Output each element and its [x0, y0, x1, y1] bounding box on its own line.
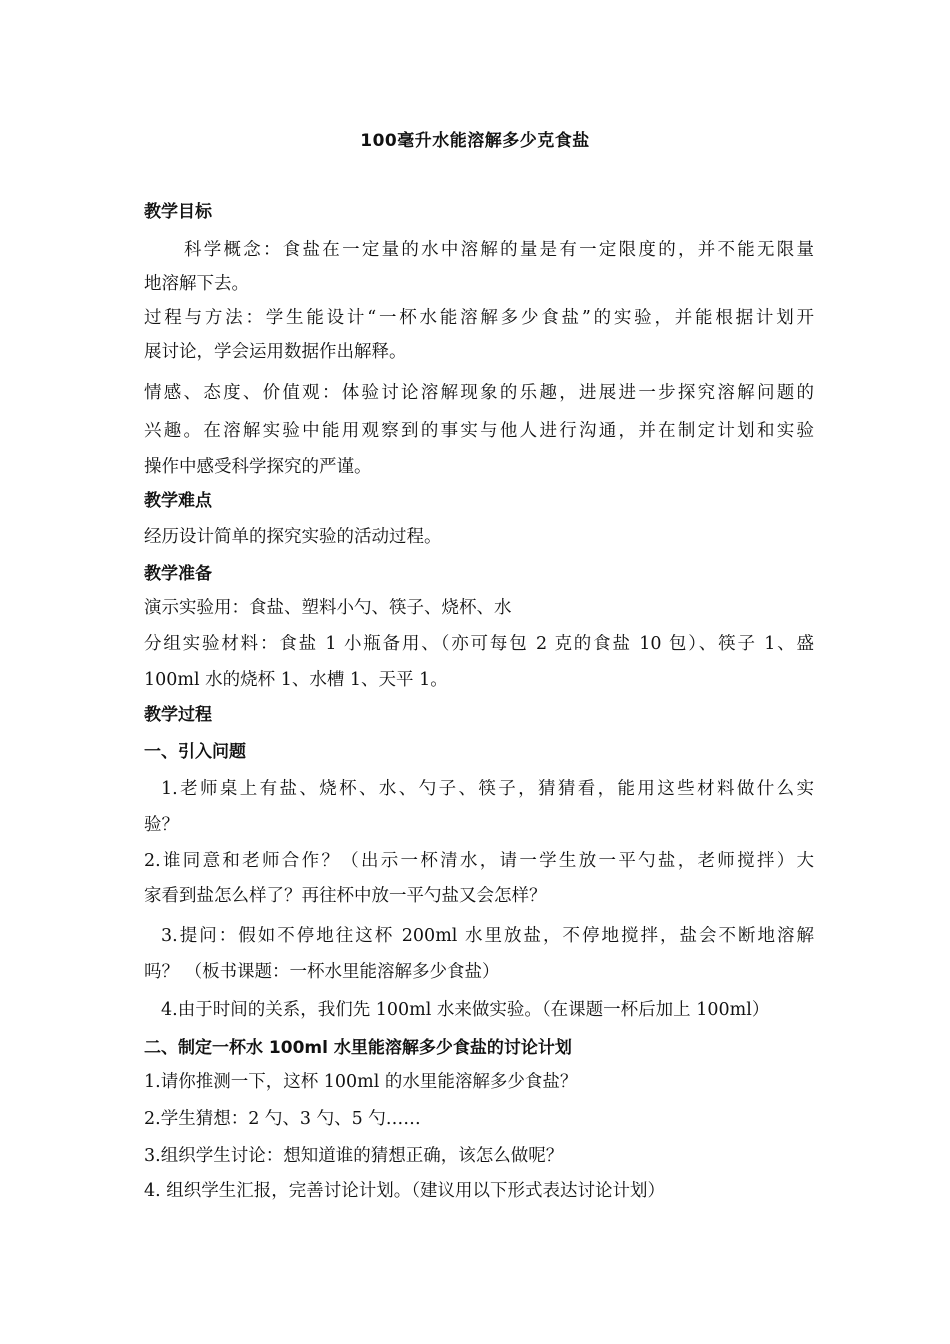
paragraph-line: 分组实验材料：食盐 1 小瓶备用、（亦可每包 2 克的食盐 10 包）、筷子 1、盛 [144, 634, 814, 654]
heading-preparation: 教学准备 [144, 564, 212, 584]
heading-objectives: 教学目标 [144, 202, 212, 222]
paragraph-line: 过程与方法：学生能设计“一杯水能溶解多少食盐”的实验，并能根据计划开 [144, 308, 814, 328]
paragraph-line: 展讨论，学会运用数据作出解释。 [144, 342, 407, 362]
paragraph-line: 操作中感受科学探究的严谨。 [144, 457, 372, 477]
paragraph-line: 吗？ （板书课题：一杯水里能溶解多少食盐） [144, 962, 500, 982]
paragraph-line: 3.提问：假如不停地往这杯 200ml 水里放盐，不停地搅拌，盐会不断地溶解 [161, 926, 814, 946]
paragraph-line: 地溶解下去。 [144, 274, 249, 294]
paragraph-line: 验？ [144, 815, 179, 835]
paragraph-line: 科学概念：食盐在一定量的水中溶解的量是有一定限度的，并不能无限量 [184, 240, 814, 260]
document-title: 100毫升水能溶解多少克食盐 [360, 131, 590, 151]
heading-process: 教学过程 [144, 705, 212, 725]
paragraph-line: 3.组织学生讨论：想知道谁的猜想正确，该怎么做呢？ [144, 1146, 564, 1166]
paragraph-line: 经历设计简单的探究实验的活动过程。 [144, 527, 442, 547]
paragraph-line: 4.由于时间的关系，我们先 100ml 水来做实验。（在课题一杯后加上 100ml） [161, 1000, 770, 1020]
paragraph-line: 情感、态度、价值观：体验讨论溶解现象的乐趣，进展进一步探究溶解问题的 [144, 383, 814, 403]
heading-difficulty: 教学难点 [144, 491, 212, 511]
paragraph-line: 100ml 水的烧杯 1、水槽 1、天平 1。 [144, 670, 448, 690]
paragraph-line: 1.老师桌上有盐、烧杯、水、勺子、筷子，猜猜看，能用这些材料做什么实 [161, 779, 814, 799]
paragraph-line: 家看到盐怎么样了？再往杯中放一平勺盐又会怎样？ [144, 886, 547, 906]
paragraph-line: 1.请你推测一下，这杯 100ml 的水里能溶解多少食盐？ [144, 1072, 578, 1092]
paragraph-line: 2.谁同意和老师合作？（出示一杯清水，请一学生放一平勺盐，老师搅拌）大 [144, 851, 814, 871]
heading-section-1: 一、引入问题 [144, 742, 246, 762]
paragraph-line: 4. 组织学生汇报，完善讨论计划。（建议用以下形式表达讨论计划） [144, 1181, 666, 1201]
heading-section-2: 二、制定一杯水 100ml 水里能溶解多少食盐的讨论计划 [144, 1038, 572, 1058]
paragraph-line: 兴趣。在溶解实验中能用观察到的事实与他人进行沟通，并在制定计划和实验 [144, 421, 814, 441]
paragraph-line: 2.学生猜想：2 勺、3 勺、5 勺…… [144, 1109, 421, 1129]
paragraph-line: 演示实验用：食盐、塑料小勺、筷子、烧杯、水 [144, 598, 512, 618]
